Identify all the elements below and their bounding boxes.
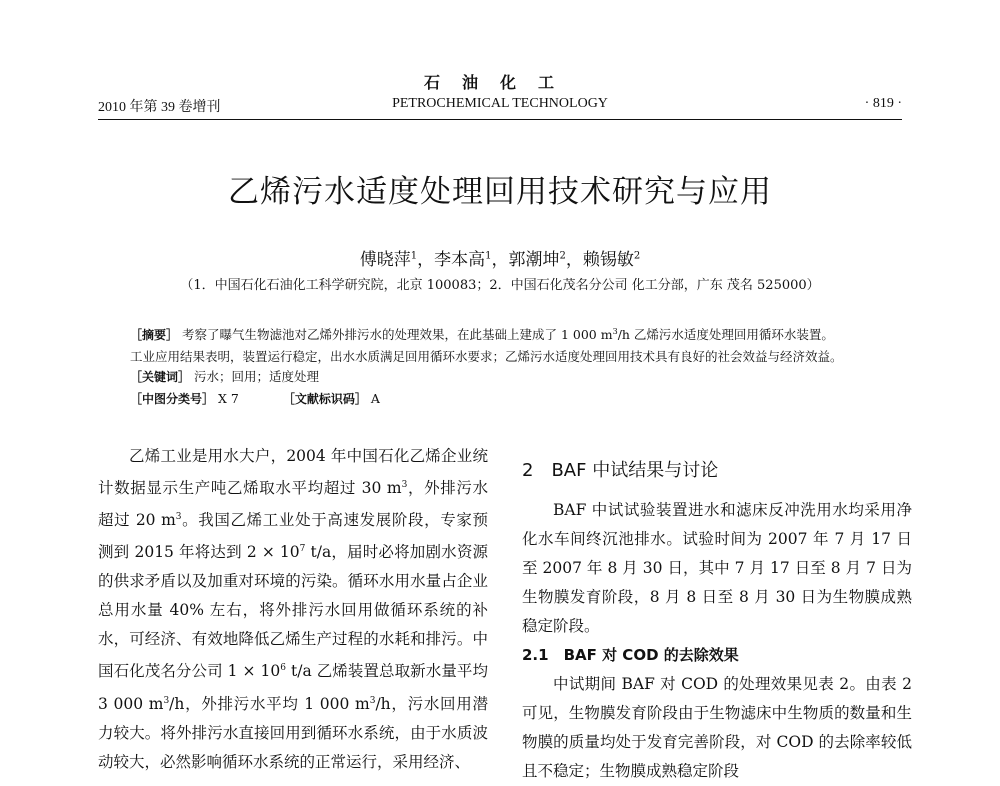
author-name: 傅晓萍 <box>359 250 411 270</box>
abstract-text: 考察了曝气生物滤池对乙烯外排污水的处理效果，在此基础上建成了 1 000 m <box>182 327 613 343</box>
author-separator: ， <box>565 250 583 270</box>
superscript: 3 <box>401 480 408 490</box>
keywords-label: ［关键词］ <box>130 370 191 384</box>
abstract-label: ［摘要］ <box>130 328 179 343</box>
document-code-label: ［文献标识码］ <box>282 392 367 406</box>
author-affiliation-mark: 1 <box>485 250 492 262</box>
superscript: 3 <box>163 695 170 706</box>
abstract-text-cont: /h 乙烯污水适度处理回用循环水装置。 <box>617 327 834 343</box>
author-separator: ， <box>491 250 509 270</box>
body-left-column <box>98 442 488 777</box>
superscript: 6 <box>280 663 286 674</box>
subsection-paragraph: 中试期间 BAF 对 COD 的处理效果见表 2。由表 2 可见，生物膜发育阶段由于生物滤床中生物质的数量和生物膜的质量均处于发育完善阶段，对 COD 的去除率较低且不稳定；生物膜成熟稳定阶段 <box>522 675 912 780</box>
journal-name-cn: 石油化工 <box>423 73 576 92</box>
text-run: ，外排污水超过 20 m <box>98 479 488 530</box>
document-code-value: A <box>370 391 380 406</box>
body-right-column <box>522 442 912 786</box>
classification <box>130 388 890 410</box>
author-name: 赖锡敏 <box>582 250 634 270</box>
superscript: 7 <box>299 544 306 555</box>
superscript: 3 <box>175 512 182 523</box>
section-paragraph: BAF 中试试验装置进水和滤床反冲洗用水均采用净化水车间终沉池排水。试验时间为 2007 年 7 月 17 日至 2007 年 8 月 30 日，其中 7 月 17 日至 8 月 7 日为生物膜发育阶段，8 月 8 日至 8 月 30 日为生物膜成熟稳定阶段。 <box>522 501 912 635</box>
classification-label: ［中图分类号］ <box>130 392 215 406</box>
section-heading: 2 BAF 中试结果与讨论 <box>522 460 719 481</box>
text-run: t/a 乙烯装置总取新水量平均 3 000 m <box>98 662 489 713</box>
author-list <box>0 245 1000 270</box>
subsection-heading: 2.1 BAF 对 COD 的去除效果 <box>522 646 739 664</box>
superscript: 3 <box>369 695 376 706</box>
author-name: 李本高 <box>434 250 486 270</box>
author-affiliation-mark: 2 <box>633 250 641 262</box>
abstract <box>130 321 890 368</box>
page-number: · 819 · <box>864 96 902 111</box>
author-affiliation-mark: 2 <box>559 250 566 262</box>
author-affiliation-mark: 1 <box>410 250 418 262</box>
text-run: t/a，届时必将加剧水资源的供求矛盾以及加重对环境的污染。循环水用水量占企业总用水量 40% 左右，将外排污水回用做循环系统的补水，可经济、有效地降低乙烯生产过程的水耗和排污。中国石化茂名分公司 1 × 10 <box>98 543 489 681</box>
classification-value: X 7 <box>218 391 239 406</box>
text-run: /h，外排污水平均 1 000 m <box>169 694 370 713</box>
intro-paragraph <box>98 442 488 777</box>
author-name: 郭潮坤 <box>508 250 560 270</box>
abstract-superscript: 3 <box>612 327 618 336</box>
abstract-text-line2: 工业应用结果表明，装置运行稳定，出水水质满足回用循环水要求；乙烯污水适度处理回用技术具有良好的社会效益与经济效益。 <box>130 349 843 365</box>
header-rule <box>98 119 902 120</box>
author-separator: ， <box>417 250 435 270</box>
issue-info: 2010 年第 39 卷增刊 <box>98 100 221 115</box>
article-title: 乙烯污水适度处理回用技术研究与应用 <box>228 174 772 210</box>
text-run: /h，污水回用潜力较大。将外排污水直接回用到循环水系统，由于水质波动较大，必然影响循环水系统的正常运行，采用经济、 <box>98 694 488 771</box>
text-run: 。我国乙烯工业处于高速发展阶段，专家预测到 2015 年将达到 2 × 10 <box>98 511 488 562</box>
affiliations: （1．中国石化石油化工科学研究院，北京 100083；2．中国石化茂名分公司 化工分部，广东 茂名 525000） <box>180 278 820 293</box>
text-run: 乙烯工业是用水大户，2004 年中国石化乙烯企业统计数据显示生产吨乙烯取水平均超过 30 m <box>98 447 488 498</box>
keywords <box>130 366 890 388</box>
keywords-text: 污水；回用；适度处理 <box>194 369 320 384</box>
journal-name-en: PETROCHEMICAL TECHNOLOGY <box>392 96 608 111</box>
